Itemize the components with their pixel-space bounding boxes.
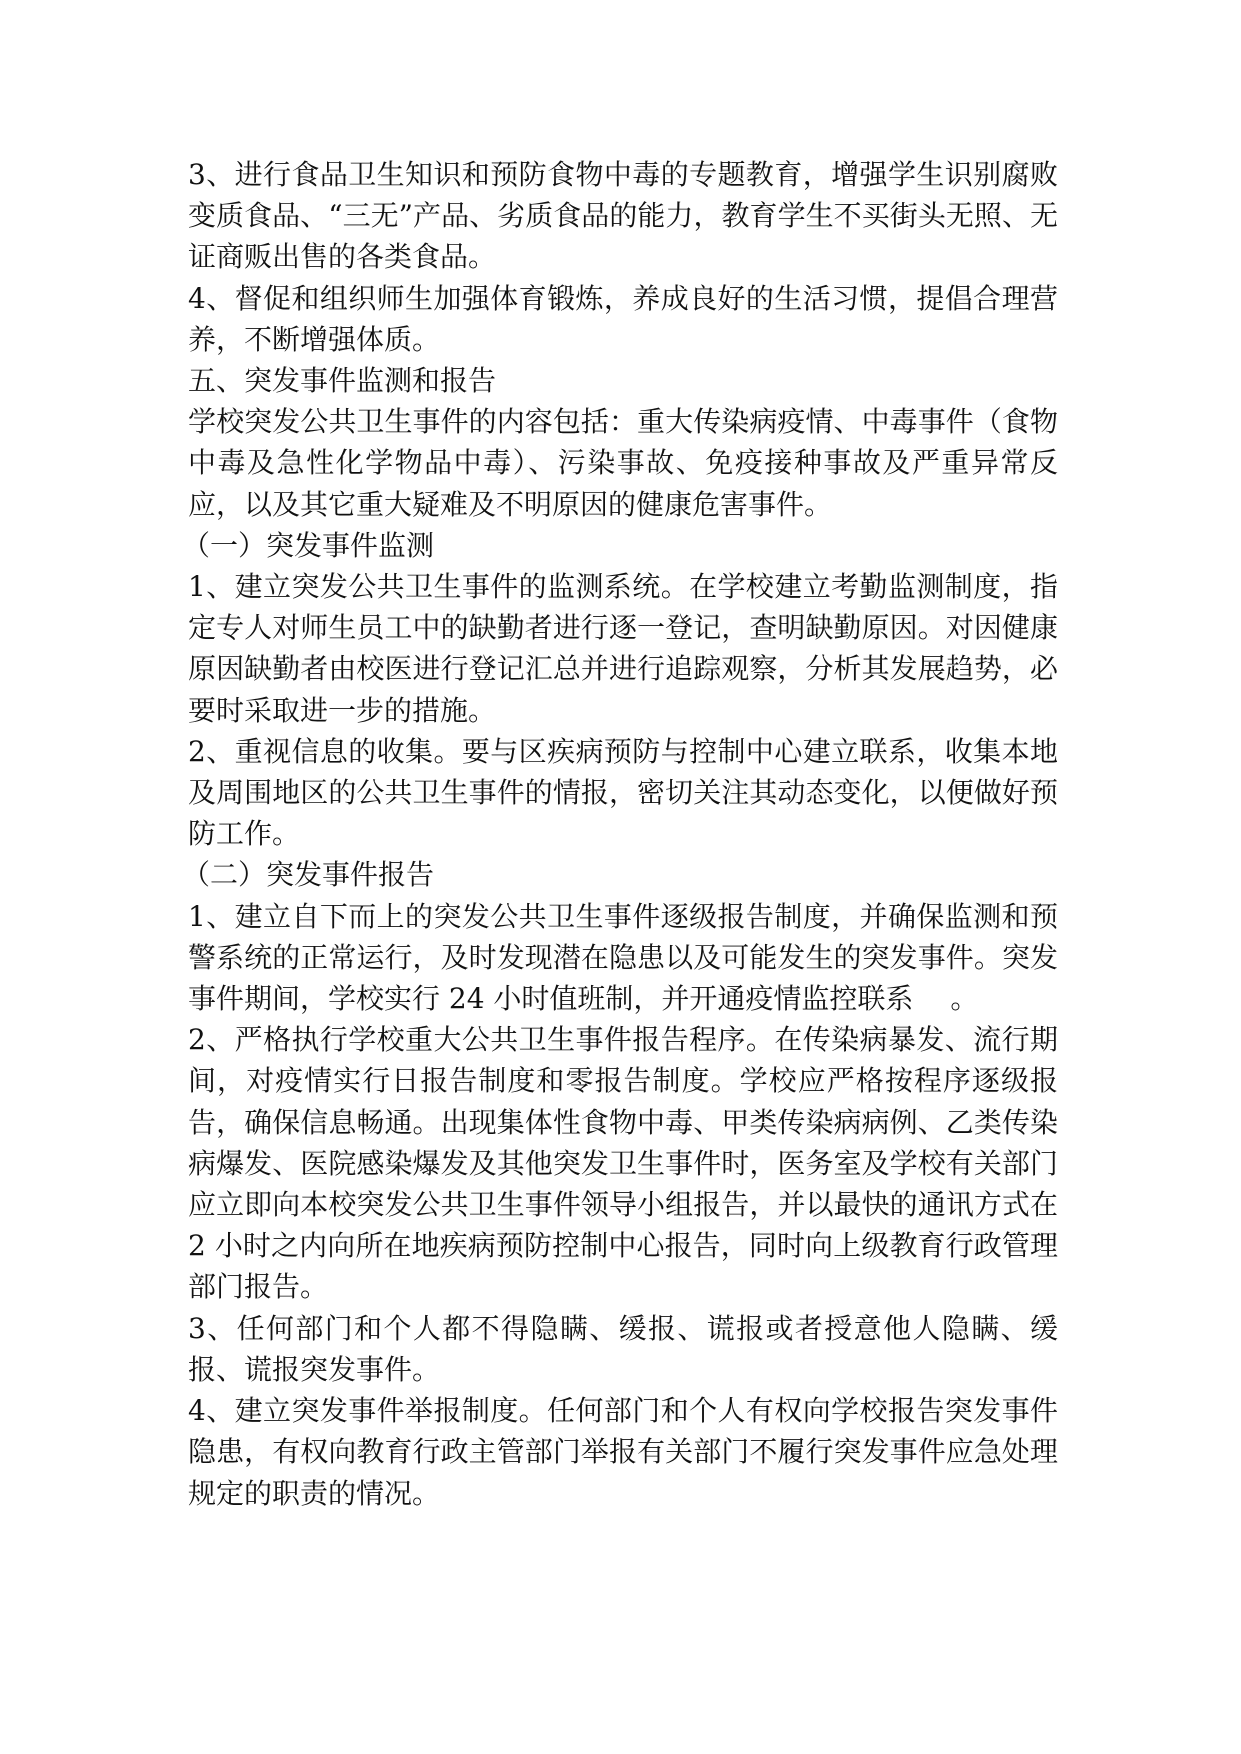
paragraph-no-concealment: 3、任何部门和个人都不得隐瞒、缓报、谎报或者授意他人隐瞒、缓报、谎报突发事件。 [188,1311,1058,1386]
section-heading-monitoring-reporting: 五、突发事件监测和报告 [188,364,497,398]
paragraph-physical-exercise: 4、督促和组织师生加强体育锻炼，养成良好的生活习惯，提倡合理营养，不断增强体质。 [188,281,1058,356]
paragraph-monitoring-system: 1、建立突发公共卫生事件的监测系统。在学校建立考勤监测制度，指定专人对师生员工中的缺勤者进行逐一登记，查明缺勤原因。对因健康原因缺勤者由校医进行登记汇总并进行追踪观察，分析其发展趋势，必要时采取进一步的措施。 [188,570,1058,727]
paragraph-information-collection: 2、重视信息的收集。要与区疾病预防与控制中心建立联系，收集本地及周围地区的公共卫生事件的情报，密切关注其动态变化，以便做好预防工作。 [188,734,1058,851]
paragraph-food-hygiene-education: 3、进行食品卫生知识和预防食物中毒的专题教育，增强学生识别腐败变质食品、“三无”产品、劣质食品的能力，教育学生不买街头无照、无证商贩出售的各类食品。 [188,158,1058,274]
paragraph-reporting-system: 1、建立自下而上的突发公共卫生事件逐级报告制度，并确保监测和预警系统的正常运行，及时发现潜在隐患以及可能发生的突发事件。突发事件期间，学校实行 24 小时值班制，并开通疫情监控联系 。 [188,899,1058,1016]
paragraph-reporting-procedure: 2、严格执行学校重大公共卫生事件报告程序。在传染病暴发、流行期间，对疫情实行日报告制度和零报告制度。学校应严格按程序逐级报告，确保信息畅通。出现集体性食物中毒、甲类传染病病例、乙类传染病爆发、医院感染爆发及其他突发卫生事件时，医务室及学校有关部门应立即向本校突发公共卫生事件领导小组报告，并以最快的通讯方式在 2 小时之内向所在地疾病预防控制中心报告，同时向上级教育行政管理部门报告。 [188,1023,1058,1304]
document-body [182,154,1058,1514]
paragraph-emergency-event-scope: 学校突发公共卫生事件的内容包括：重大传染病疫情、中毒事件（食物中毒及急性化学物品中毒）、污染事故、免疫接种事故及严重异常反应，以及其它重大疑难及不明原因的健康危害事件。 [188,405,1058,521]
paragraph-whistleblowing-system: 4、建立突发事件举报制度。任何部门和个人有权向学校报告突发事件隐患，有权向教育行政主管部门举报有关部门不履行突发事件应急处理规定的职责的情况。 [188,1394,1058,1510]
subheading-event-monitoring: （一）突发事件监测 [182,528,435,562]
subheading-event-reporting: （二）突发事件报告 [182,858,435,892]
